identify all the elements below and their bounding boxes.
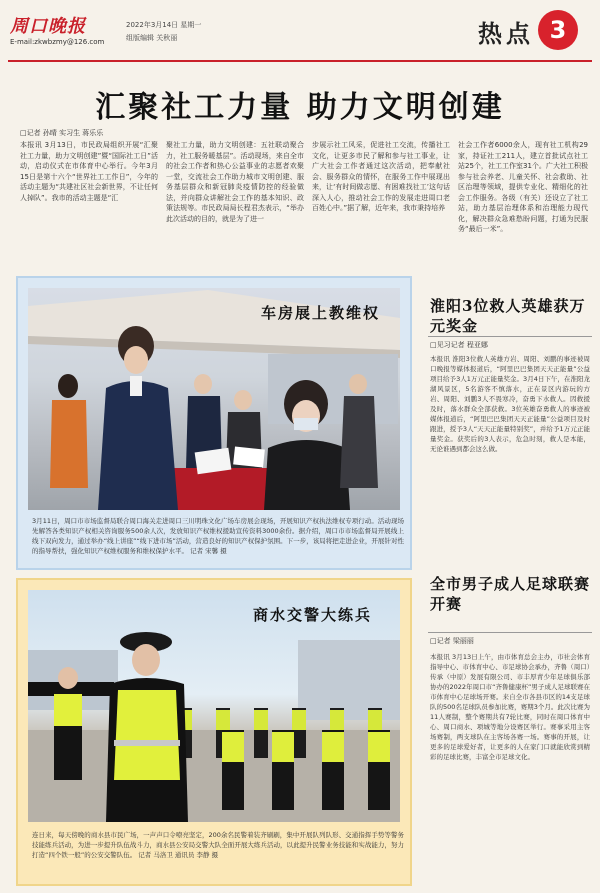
photo-story-traffic-police (16, 578, 412, 886)
photo-story-1-title: 车房展上教维权 (260, 304, 380, 322)
divider-rule (428, 632, 592, 633)
photo-story-2-title: 商水交警大练兵 (252, 606, 372, 624)
article-column-1: 本报讯 3月13日，市民政局组织开展“汇聚社工力量，助力文明创建”暨“国际社工日”活动，启动仪式在市体育中心举行。今年3月15日是第十六个“世界社工工作日”，今年的活动主题为“共建社区社会新世界，不让任何人掉队”。我市的活动主题是“汇 (20, 141, 158, 202)
editors-credit: 组版编辑 关秋丽 (126, 34, 178, 42)
photo-story-consumer-rights (16, 276, 412, 570)
masthead (8, 6, 592, 62)
photo-story-1-caption: 3月11日，周口市市场监督局联合周口海关走进周口三川明珠文化广场车房展会现场，开展知识产权执法维权专项行动。活动现场先解答各类知识产权相关咨询服务500余人次，发放知识产权维权援助宣传资料3000余份。据介绍，周口市市场监督局开展线上线下双向发力，通过举办“线上讲座”“线下进市场”活动，营造良好的知识产权保护氛围。下一步，该局将把走进企业，开展针对性的指导帮扶，强化知识产权维权服务和维权保护水平。 记者 宋馨 摄 (32, 517, 404, 555)
divider-rule (428, 336, 592, 337)
photo-police-drill (28, 590, 400, 822)
page-number-badge: 3 (538, 10, 578, 50)
photo-story-2-caption: 连日来，每天傍晚的商水县市民广场，一声声口令嘹亮坚定，200余名民警着装齐刷刷，集中开展队列队形、交通指挥手势等警务技能练兵活动，为进一步提升队伍战斗力，商水县公安局交警大队全面开展大练兵活动，以此提升民警业务技能和实战能力，努力打造“四个铁一般”的公安交警队伍。 记者 马洛卫 通讯员 李静 摄 (32, 831, 404, 859)
contact-email: E-mail:zkwbzmy@126.com (10, 38, 105, 46)
right-story-1-byline: □见习记者 程亚娜 (430, 341, 488, 349)
right-story-2-text: 本报讯 3月13日上午，由市体育总会主办，市社会体育指导中心、市体育中心、市足球协会承办，齐鲁（周口）传承（中原）发展有限公司、市丰厚青少年足球俱乐部协办的2022年周口市“齐鲁健康杯”男子成人足球联赛在市体育中心足球场开赛。来自全市各县市区的14支足球队的500名足球队员参加比赛，赛期3个月。此次比赛为11人赛制，整个赛期共有7轮比赛，同时在周口体育中心、周口商水、项城等地分设赛区举行。赛事采用主客场赛制，两支球队在主客场各赛一场。赛事的开展，让更多的足球爱好者，让更多的人在家门口就能欣赏到精彩的足球比赛，丰富全市足球文化。 (430, 653, 590, 761)
main-byline: □记者 孙晴 实习生 蒋乐乐 (20, 129, 104, 137)
issue-date: 2022年3月14日 星期一 (126, 21, 202, 29)
newspaper-logo: 周口晚报 (10, 16, 86, 37)
article-column-3: 步展示社工风采，促进社工交流，传播社工文化，让更多市民了解和参与社工事业，让广大社会工作者通过这次活动，把奉献社会、服务群众的情怀，在服务工作中展现出来，让‘有时间做志愿、有困难找社工’这句话深入人心，推动社会工作的发展走进周口老百姓心中。”据了解，近年来，我市秉持培养 (312, 141, 450, 212)
article-column-2: 聚社工力量，助力文明创建：五社联动聚合力，社工服务暖基层”。活动现场，来自全市的社会工作者和热心公益事业的志愿者欢聚一堂，交流社会工作助力城市文明创建、服务基层群众和新冠肺炎疫情防控的经验做法，并向群众讲解社会工作的基本知识、政策法规等。市民政局局长程君杰表示，“举办此次活动的目的，就是为了进一 (166, 141, 304, 223)
right-story-2-byline: □记者 梁丽丽 (430, 637, 474, 645)
right-story-1-title: 淮阳3位救人英雄获万元奖金 (430, 297, 586, 335)
article-column-4: 社会工作者6000余人，现有社工机构29家，持证社工211人，建立首批试点社工站25个，社工工作室31个。广大社工积极参与社会养老、儿童关怀、社会救助、社区治理等领域，提供专业化、精细化的社会工作服务。各级（有关）还设立了社工站，助力基层治理体系和治理能力现代化，解决群众急难愁盼问题，打通为民服务“最后一米”。 (458, 141, 588, 233)
right-story-1-text: 本报讯 淮阳3位救人英雄方岩、周阳、刘鹏的事迹被周口晚报等媒体报道后，“阿里巴巴集团天天正能量”公益项目给予3人1万元正能量奖金。3月4日下午，在淮阳龙湖风景区，5名游客不慎落水，正在景区内游玩的方岩、周阳、刘鹏3人不畏寒冷，奋勇下水救人。因救援及时，落水群众全部获救。3位英雄奋勇救人的事迹被媒体报道后，“阿里巴巴集团天天正能量”公益项目及时跟进，授予3人“天天正能量特别奖”，并给予1万元正能量奖金。获奖后的3人表示，危急时刻，救人是本能，无论谁遇到都会这么做。 (430, 355, 590, 453)
main-headline: 汇聚社工力量 助力文明创建 (95, 90, 505, 125)
section-title: 热点 (478, 19, 534, 48)
photo-expo-booth (28, 288, 400, 510)
right-story-2-title: 全市男子成人足球联赛开赛 (430, 575, 591, 613)
